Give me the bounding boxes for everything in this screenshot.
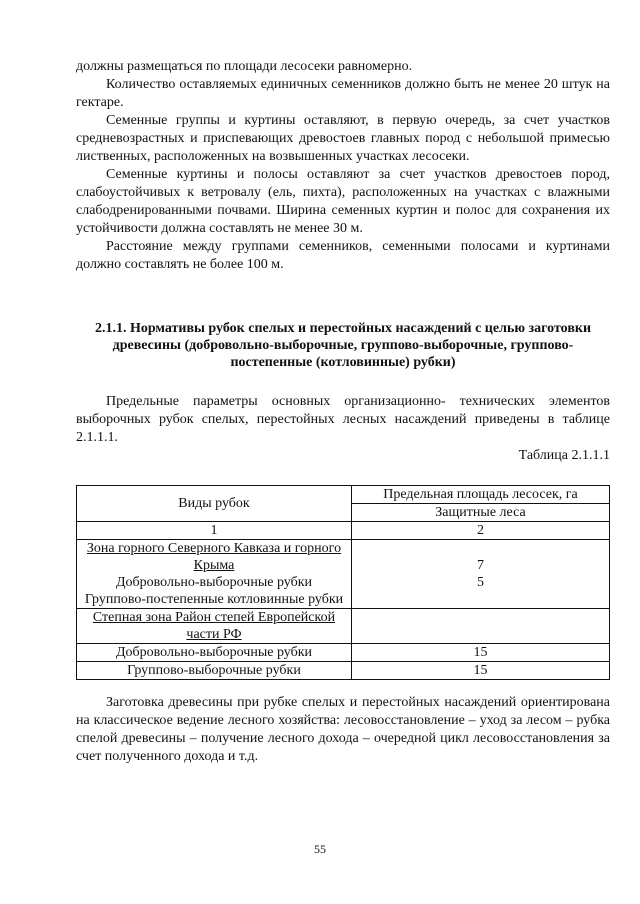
header-protective-forests: Защитные леса [352, 504, 610, 522]
paragraph-distance: Расстояние между группами семенников, семенными полосами и куртинами должно составлять не более 100 м. [76, 239, 610, 272]
paragraph-seed-strips: Семенные куртины и полосы оставляют за счет участков древостоев пород, слабоустойчивых к ветровалу (ель, пихта), расположенных на участках с влажными слабодренированными почвами. Ширина семенных куртин и полос для сохранения их устойчивости должна составлять не менее 30 м. [76, 167, 610, 236]
mountain-zone-values [352, 540, 610, 609]
value-gradual: 5 [477, 575, 484, 590]
table-row [77, 662, 610, 680]
table-caption: Таблица 2.1.1.1 [518, 448, 610, 463]
table-row [77, 644, 610, 662]
page-number: 55 [314, 842, 326, 856]
cutting-type-selective: Добровольно-выборочные рубки [115, 575, 312, 590]
table-row-steppe-zone [77, 609, 610, 644]
section-heading: 2.1.1. Нормативы рубок спелых и перестойных насаждений с целью заготовки древесины (добровольно-выборочные, группово-выборочные, группово-постепенные (котловинные) рубки) [94, 321, 592, 370]
value-selective-steppe: 15 [352, 644, 610, 662]
cutting-type-group-steppe: Группово-выборочные рубки [77, 662, 352, 680]
paragraph-continuation: должны размещаться по площади лесосеки равномерно. [76, 59, 413, 74]
table-number-row [77, 522, 610, 540]
table-row-mountain-zone [77, 540, 610, 609]
paragraph-seed-groups: Семенные группы и куртины оставляют, в первую очередь, за счет участков средневозрастных и приспевающих древостоев главных пород с небольшой примесью лиственных, расположенных на возвышенных участках лесосеки. [76, 113, 610, 164]
page-content [76, 58, 610, 766]
cutting-type-selective-steppe: Добровольно-выборочные рубки [77, 644, 352, 662]
paragraph-single-seed-trees: Количество оставляемых единичных семенников должно быть не менее 20 штук на гектаре. [76, 77, 610, 110]
value-selective: 7 [477, 558, 484, 573]
column-number-1: 1 [77, 522, 352, 540]
table-header-row [77, 486, 610, 504]
paragraph-intro: Предельные параметры основных организационно- технических элементов выборочных рубок спелых, перестойных лесных насаждений приведены в таблице 2.1.1.1. [76, 394, 610, 445]
zone-title-steppe: Степная зона Район степей Европейской части РФ [77, 609, 352, 644]
value-group-steppe: 15 [352, 662, 610, 680]
cutting-type-gradual: Группово-постепенные котловинные рубки [84, 592, 344, 607]
zone-title-mountain: Зона горного Северного Кавказа и горного Крыма [86, 541, 342, 573]
column-number-2: 2 [352, 522, 610, 540]
mountain-zone-cell [77, 540, 352, 609]
paragraph-bottom: Заготовка древесины при рубке спелых и перестойных насаждений ориентирована на классическое ведение лесного хозяйства: лесовосстановление – уход за лесом – рубка спелой древесины – получение лесного дохода – очередной цикл лесовосстановления за счет полученного дохода и т.д. [76, 695, 610, 764]
norms-table [76, 485, 610, 680]
header-cutting-types: Виды рубок [77, 486, 352, 522]
steppe-zone-empty [352, 609, 610, 644]
header-max-area: Предельная площадь лесосек, га [352, 486, 610, 504]
